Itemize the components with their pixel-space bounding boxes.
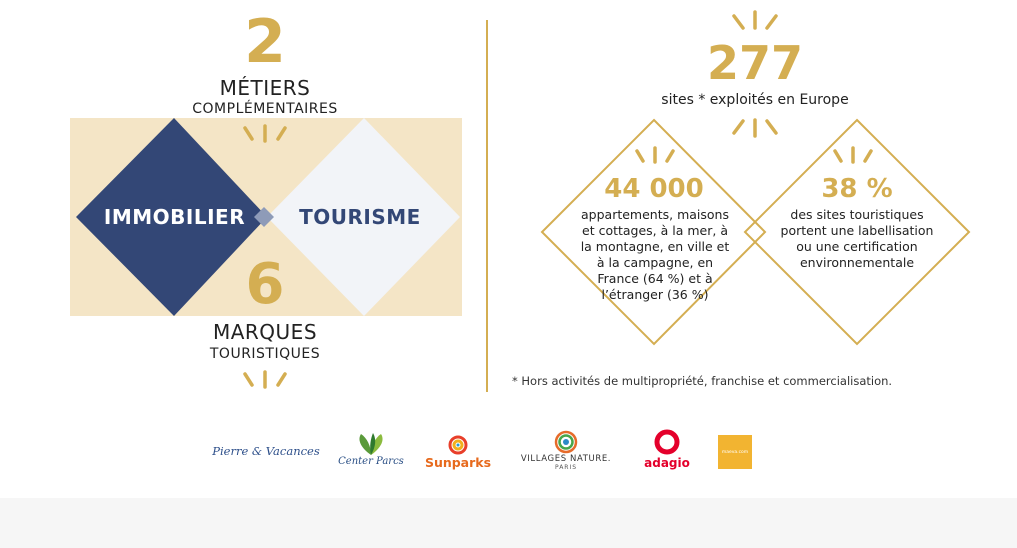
sunparks-text: Sunparks — [424, 454, 492, 470]
rays-bottom-277 — [734, 120, 776, 136]
maeva-text: maeva.com — [721, 449, 749, 455]
adagio-text: adagio — [644, 456, 690, 470]
rays-apartments — [637, 148, 673, 162]
marques-label: MARQUES — [212, 320, 318, 344]
cert-text: des sites touristiques portent une labellisation ou une certification environnementale — [780, 207, 934, 270]
pierre-vacances-logo[interactable] — [212, 436, 320, 466]
marques-number: 6 — [245, 252, 285, 317]
villages-nature-subtext: PARIS — [554, 463, 578, 471]
footnote: * Hors activités de multipropriété, franchise et commercialisation. — [512, 374, 893, 388]
marques-sublabel: TOURISTIQUES — [209, 346, 321, 362]
rays-top-277 — [734, 12, 776, 28]
flower-icon — [553, 430, 579, 454]
cert-number: 38 % — [821, 174, 893, 204]
tourisme-label: TOURISME — [299, 205, 421, 229]
rays-bottom-left — [245, 372, 285, 387]
metiers-sublabel: COMPLÉMENTAIRES — [192, 101, 338, 117]
apartments-text: appartements, maisons et cottages, à la mer, à la montagne, en ville et à la campagne, en France (64 %) et à l’étranger (36 %) — [580, 207, 730, 302]
metiers-number: 2 — [244, 7, 286, 77]
sites-label: sites * exploités en Europe — [661, 92, 849, 108]
sites-number: 277 — [706, 36, 804, 90]
rays-cert — [835, 148, 871, 162]
leaf-icon — [351, 432, 391, 456]
apartments-number: 44 000 — [604, 174, 704, 204]
center-parcs-text: Center Parcs — [338, 455, 404, 467]
metiers-label: MÉTIERS — [219, 76, 311, 100]
sunparks-logo[interactable] — [422, 432, 494, 472]
center-parcs-logo[interactable] — [338, 426, 404, 472]
villages-nature-text: VILLAGES NATURE. — [520, 453, 612, 464]
adagio-ring-icon — [653, 428, 681, 456]
sun-swirl-icon — [447, 435, 469, 455]
maeva-logo[interactable] — [718, 435, 752, 469]
villages-nature-logo[interactable] — [514, 426, 618, 474]
immobilier-label: IMMOBILIER — [103, 205, 246, 229]
pierre-vacances-text: Pierre & Vacances — [212, 444, 320, 458]
adagio-logo[interactable] — [638, 424, 696, 474]
bottom-strip — [0, 498, 1017, 548]
